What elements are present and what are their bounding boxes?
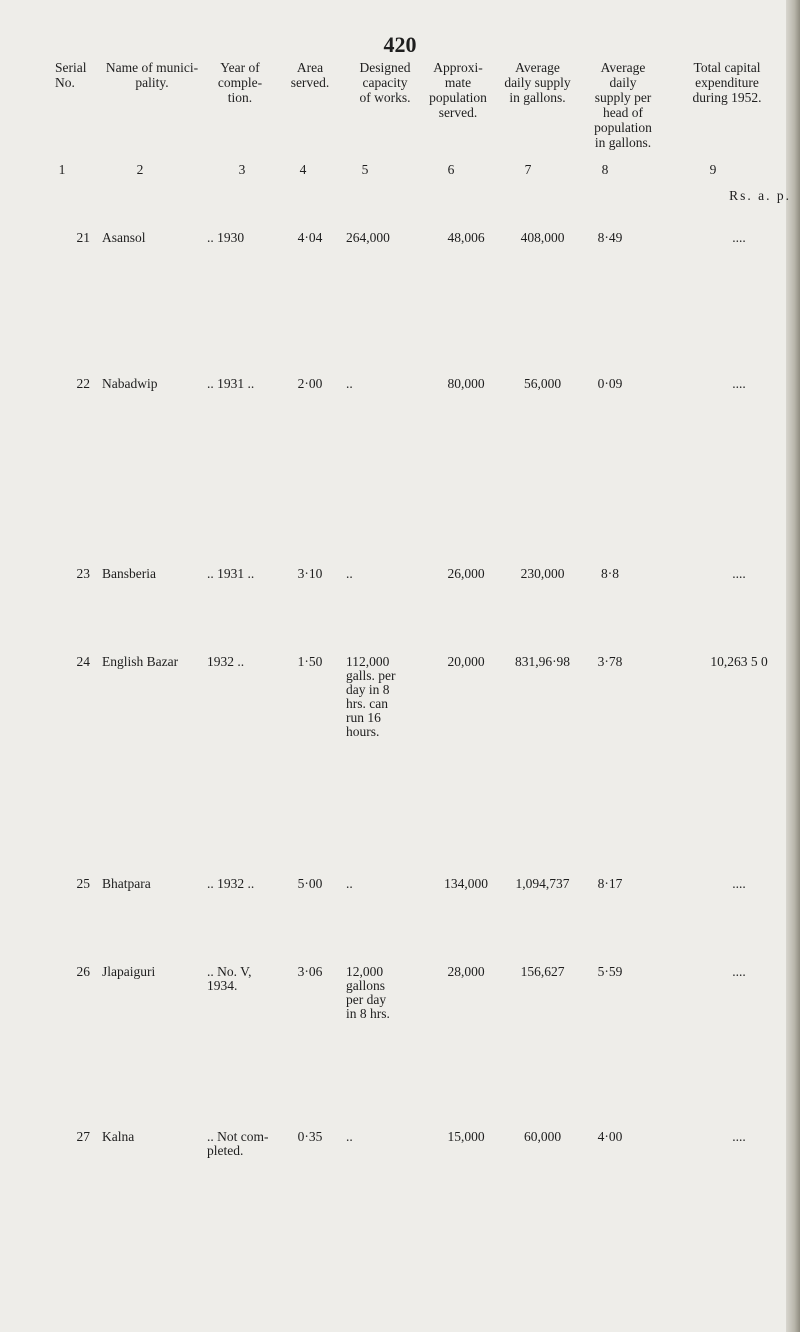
cell-year: .. 1931 ..	[207, 376, 255, 391]
cell-area: 5·00	[297, 876, 323, 891]
cell-population: 80,000	[447, 376, 485, 391]
header-expenditure: Total capital expenditure during 1952.	[692, 60, 762, 105]
cell-year: .. 1932 ..	[207, 876, 255, 891]
table-row	[0, 655, 800, 775]
cell-serial: 26	[76, 964, 90, 979]
cell-per-head: 3·78	[597, 654, 623, 669]
cell-per-head: 0·09	[597, 376, 623, 391]
cell-supply: 1,094,737	[515, 876, 570, 891]
cell-area: 3·10	[297, 566, 323, 581]
column-number-1: 1	[58, 162, 66, 177]
table-row	[0, 1130, 800, 1250]
cell-area: 0·35	[297, 1129, 323, 1144]
cell-supply: 56,000	[523, 376, 562, 391]
cell-per-head: 5·59	[597, 964, 623, 979]
header-year: Year of comple- tion.	[217, 60, 263, 105]
cell-year: .. Not com- pleted.	[207, 1129, 269, 1158]
table-row	[0, 377, 800, 497]
cell-name: Kalna	[102, 1129, 135, 1144]
table-row	[0, 965, 800, 1085]
cell-serial: 22	[76, 376, 90, 391]
cell-capacity: ..	[346, 1129, 353, 1144]
page-number: 420	[383, 32, 417, 57]
cell-name: Nabadwip	[102, 376, 158, 391]
cell-serial: 21	[76, 230, 90, 245]
cell-per-head: 8·17	[597, 876, 623, 891]
cell-year: .. 1930	[207, 230, 245, 245]
cell-population: 26,000	[447, 566, 485, 581]
cell-year: .. No. V, 1934.	[207, 964, 252, 993]
cell-year: .. 1931 ..	[207, 566, 255, 581]
cell-name: Bhatpara	[102, 876, 151, 891]
column-number-4: 4	[299, 162, 307, 177]
cell-population: 134,000	[444, 876, 488, 891]
cell-expenditure: ....	[732, 964, 746, 979]
header-capacity: Designed capacity of works.	[359, 60, 411, 105]
cell-expenditure: ....	[732, 876, 746, 891]
cell-capacity: 264,000	[346, 230, 390, 245]
column-number-6: 6	[447, 162, 455, 177]
column-number-2: 2	[136, 162, 144, 177]
cell-serial: 24	[76, 654, 90, 669]
cell-population: 15,000	[447, 1129, 485, 1144]
cell-capacity: ..	[346, 876, 353, 891]
header-population: Approxi- mate population served.	[429, 60, 487, 120]
cell-area: 3·06	[297, 964, 323, 979]
column-number-5: 5	[361, 162, 369, 177]
cell-name: Asansol	[102, 230, 146, 245]
expenditure-unit-label: Rs. a. p.	[729, 188, 791, 203]
cell-supply: 408,000	[520, 230, 565, 245]
header-serial: Serial No.	[55, 60, 87, 90]
cell-capacity: ..	[346, 376, 353, 391]
cell-capacity: 12,000 gallons per day in 8 hrs.	[346, 964, 390, 1021]
cell-population: 28,000	[447, 964, 485, 979]
table-row	[0, 231, 800, 351]
cell-serial: 23	[76, 566, 90, 581]
cell-per-head: 4·00	[597, 1129, 623, 1144]
cell-name: English Bazar	[102, 654, 179, 669]
cell-expenditure: ....	[732, 230, 746, 245]
cell-area: 4·04	[297, 230, 323, 245]
header-name: Name of munici- pality.	[105, 60, 199, 90]
cell-year: 1932 ..	[207, 654, 245, 669]
cell-name: Bansberia	[102, 566, 156, 581]
column-number-3: 3	[238, 162, 246, 177]
cell-capacity: 112,000 galls. per day in 8 hrs. can run 16 hours.	[346, 654, 396, 739]
header-area: Area served.	[290, 60, 330, 90]
cell-supply: 60,000	[523, 1129, 562, 1144]
column-number-7: 7	[524, 162, 532, 177]
cell-serial: 27	[76, 1129, 90, 1144]
cell-area: 2·00	[297, 376, 323, 391]
column-number-8: 8	[601, 162, 609, 177]
cell-capacity: ..	[346, 566, 353, 581]
cell-expenditure: ....	[732, 1129, 746, 1144]
cell-supply: 156,627	[520, 964, 565, 979]
cell-per-head: 8·8	[601, 566, 619, 581]
column-number-9: 9	[709, 162, 717, 177]
cell-serial: 25	[76, 876, 90, 891]
cell-name: Jlapaiguri	[102, 964, 156, 979]
cell-expenditure: ....	[732, 566, 746, 581]
header-per-head: Average daily supply per head of population in gallons.	[594, 60, 652, 150]
cell-population: 20,000	[447, 654, 485, 669]
cell-expenditure: 10,263 5 0	[710, 654, 768, 669]
cell-supply: 230,000	[520, 566, 565, 581]
header-supply: Average daily supply in gallons.	[504, 60, 571, 105]
cell-expenditure: ....	[732, 376, 746, 391]
cell-area: 1·50	[297, 654, 323, 669]
cell-population: 48,006	[447, 230, 485, 245]
cell-per-head: 8·49	[597, 230, 623, 245]
cell-supply: 831,96·98	[514, 654, 571, 669]
